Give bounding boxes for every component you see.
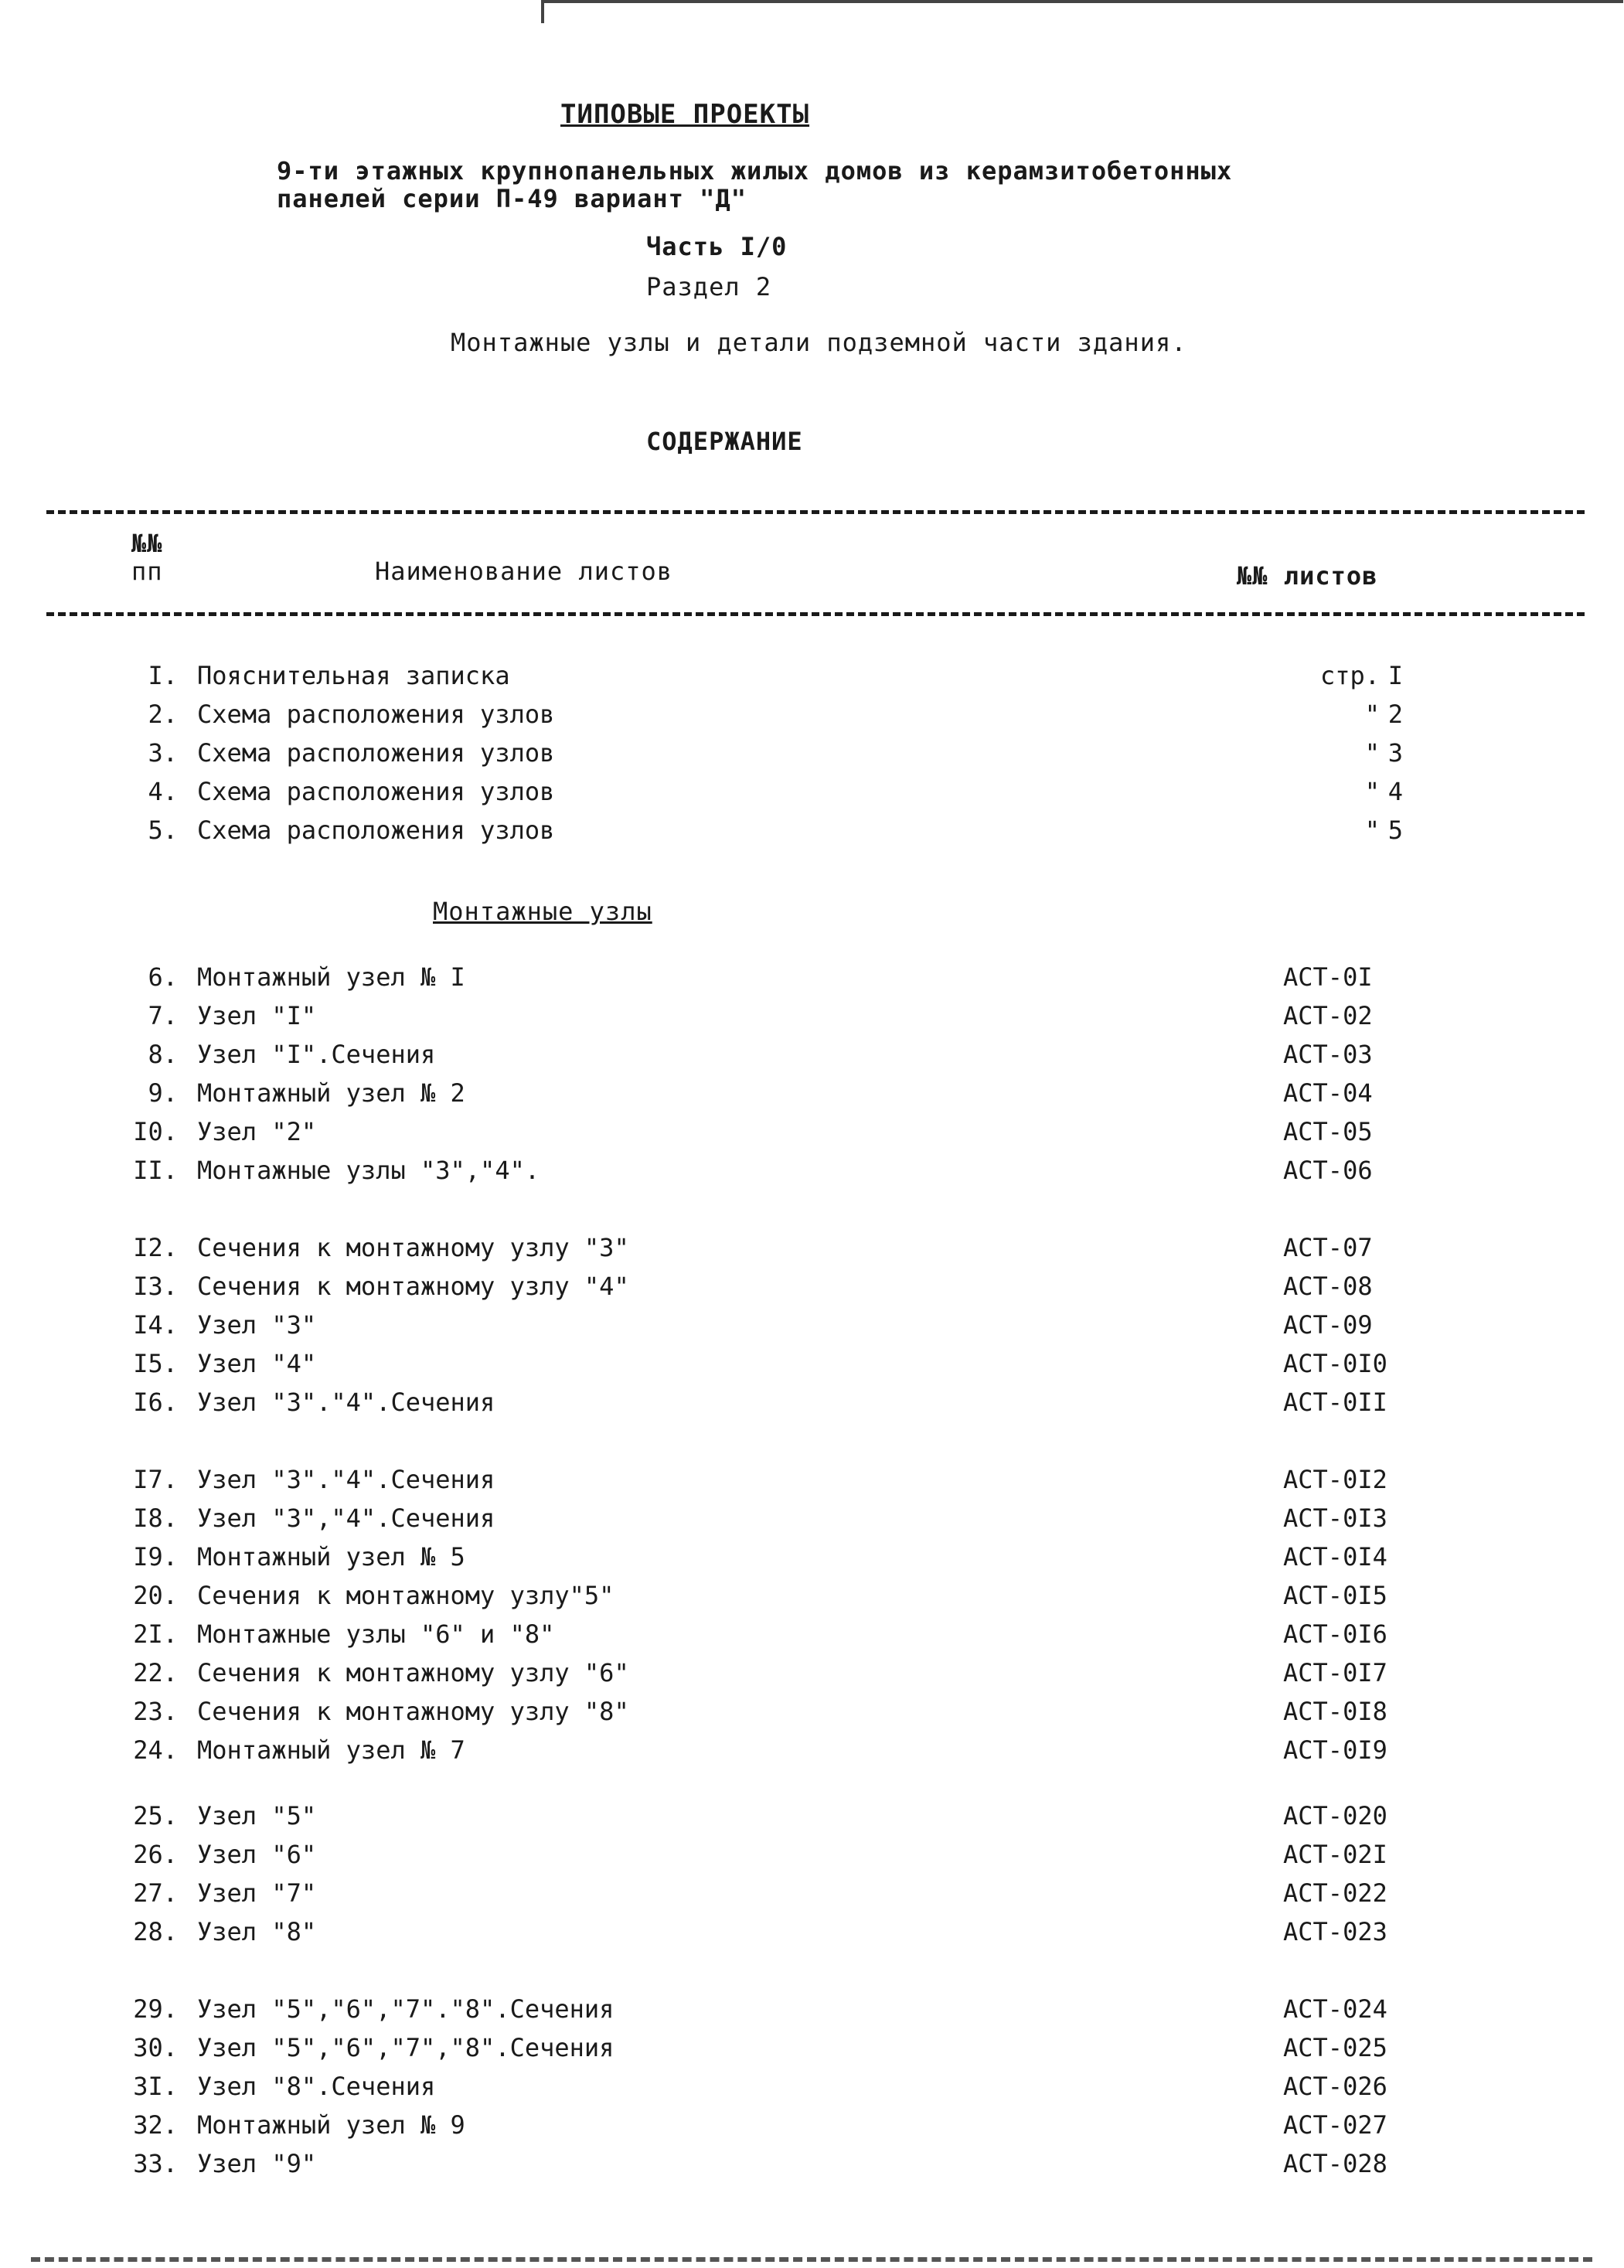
item-sheet-code: АСТ-0I9 — [1283, 1735, 1387, 1765]
column-name-header: Наименование листов — [375, 557, 673, 586]
item-number: I5. — [133, 1349, 178, 1378]
list-item — [0, 1272, 1624, 1310]
item-name: Узел "9" — [197, 2149, 317, 2178]
contents-heading: СОДЕРЖАНИЕ — [646, 427, 803, 456]
item-number: I4. — [133, 1310, 178, 1340]
item-name: Схема расположения узлов — [197, 816, 555, 845]
list-item — [0, 1542, 1624, 1581]
item-number: 7. — [148, 1001, 178, 1030]
item-number: I2. — [133, 1233, 178, 1262]
item-number: 26. — [133, 1840, 178, 1869]
item-number: I9. — [133, 1542, 178, 1572]
list-item — [0, 2072, 1624, 2110]
item-name: Монтажные узлы "3","4". — [197, 1156, 540, 1185]
item-number: 20. — [133, 1581, 178, 1610]
list-item — [0, 1619, 1624, 1658]
list-item — [0, 738, 1624, 777]
item-name: Схема расположения узлов — [197, 738, 555, 768]
item-sheet-code: АСТ-028 — [1283, 2149, 1387, 2178]
item-sheet-code: АСТ-025 — [1283, 2033, 1387, 2062]
item-name: Монтажный узел № 9 — [197, 2110, 465, 2140]
list-item — [0, 962, 1624, 1001]
item-number: I. — [148, 661, 178, 690]
list-item — [0, 1697, 1624, 1735]
item-number: 2I. — [133, 1619, 178, 1649]
item-name: Узел "I".Сечения — [197, 1040, 436, 1069]
item-number: 28. — [133, 1917, 178, 1946]
item-number: 6. — [148, 962, 178, 992]
page-number: 5 — [1387, 816, 1403, 845]
list-item — [0, 816, 1624, 854]
item-number: 33. — [133, 2149, 178, 2178]
item-name: Узел "3" — [197, 1310, 317, 1340]
item-number: I3. — [133, 1272, 178, 1301]
item-sheet-code: АСТ-020 — [1283, 1801, 1387, 1830]
item-sheet-code: АСТ-06 — [1283, 1156, 1373, 1185]
page-number: 3 — [1387, 738, 1403, 768]
page-number: 2 — [1387, 700, 1403, 729]
section-description: Монтажные узлы и детали подземной части здания. — [451, 328, 1187, 357]
list-item — [0, 1581, 1624, 1619]
item-sheet-code: АСТ-02 — [1283, 1001, 1373, 1030]
list-item — [0, 661, 1624, 700]
item-name: Узел "5" — [197, 1801, 317, 1830]
list-item — [0, 700, 1624, 738]
item-number: 22. — [133, 1658, 178, 1687]
column-number-header-line1: №№ — [131, 529, 163, 558]
list-item — [0, 1503, 1624, 1542]
item-sheet-code: АСТ-0I6 — [1283, 1619, 1387, 1649]
item-number: 4. — [148, 777, 178, 806]
list-item — [0, 1001, 1624, 1040]
item-sheet-code: АСТ-02I — [1283, 1840, 1387, 1869]
section-label: Раздел 2 — [646, 272, 772, 301]
item-name: Узел "6" — [197, 1840, 317, 1869]
item-number: 2. — [148, 700, 178, 729]
page-prefix: " — [1364, 738, 1380, 768]
item-number: II. — [133, 1156, 178, 1185]
item-sheet-code: АСТ-0I8 — [1283, 1697, 1387, 1726]
page-prefix: стр. — [1319, 661, 1380, 690]
item-name: Узел "I" — [197, 1001, 317, 1030]
item-number: 32. — [133, 2110, 178, 2140]
list-item — [0, 1840, 1624, 1878]
item-name: Узел "3"."4".Сечения — [197, 1388, 495, 1417]
item-name: Сечения к монтажному узлу "4" — [197, 1272, 629, 1301]
item-name: Сечения к монтажному узлу "6" — [197, 1658, 629, 1687]
list-item — [0, 2149, 1624, 2188]
item-sheet-code: АСТ-0I4 — [1283, 1542, 1387, 1572]
dashed-divider-top — [46, 510, 1585, 514]
list-item — [0, 2110, 1624, 2149]
list-item — [0, 1040, 1624, 1078]
item-number: 30. — [133, 2033, 178, 2062]
item-name: Узел "2" — [197, 1117, 317, 1146]
scan-edge-tick — [541, 0, 544, 23]
item-name: Монтажный узел № I — [197, 962, 465, 992]
list-item — [0, 1878, 1624, 1917]
item-name: Узел "5","6","7","8".Сечения — [197, 2033, 615, 2062]
item-sheet-code: АСТ-026 — [1283, 2072, 1387, 2101]
list-item — [0, 1917, 1624, 1956]
document-title: ТИПОВЫЕ ПРОЕКТЫ — [560, 99, 810, 130]
item-sheet-code: АСТ-022 — [1283, 1878, 1387, 1908]
item-sheet-code: АСТ-024 — [1283, 1994, 1387, 2024]
item-name: Монтажный узел № 2 — [197, 1078, 465, 1108]
item-name: Монтажные узлы "6" и "8" — [197, 1619, 555, 1649]
item-number: I8. — [133, 1503, 178, 1533]
list-item — [0, 1117, 1624, 1156]
page-number: I — [1387, 661, 1403, 690]
item-name: Сечения к монтажному узлу"5" — [197, 1581, 615, 1610]
item-name: Узел "3","4".Сечения — [197, 1503, 495, 1533]
list-item — [0, 1801, 1624, 1840]
subtitle-line-1: 9-ти этажных крупнопанельных жилых домов из керамзитобетонных — [277, 156, 1233, 186]
item-name: Узел "5","6","7"."8".Сечения — [197, 1994, 615, 2024]
item-number: 24. — [133, 1735, 178, 1765]
list-item — [0, 777, 1624, 816]
item-name: Узел "4" — [197, 1349, 317, 1378]
page-prefix: " — [1364, 700, 1380, 729]
list-item — [0, 1735, 1624, 1774]
item-name: Узел "3"."4".Сечения — [197, 1465, 495, 1494]
item-sheet-code: АСТ-0I0 — [1283, 1349, 1387, 1378]
item-sheet-code: АСТ-027 — [1283, 2110, 1387, 2140]
column-sheets-header: №№ листов — [1237, 561, 1378, 591]
list-item — [0, 1233, 1624, 1272]
item-sheet-code: АСТ-08 — [1283, 1272, 1373, 1301]
item-sheet-code: АСТ-09 — [1283, 1310, 1373, 1340]
item-sheet-code: АСТ-0I5 — [1283, 1581, 1387, 1610]
list-item — [0, 1994, 1624, 2033]
item-sheet-code: АСТ-05 — [1283, 1117, 1373, 1146]
item-number: 27. — [133, 1878, 178, 1908]
item-sheet-code: АСТ-0I7 — [1283, 1658, 1387, 1687]
item-number: 3. — [148, 738, 178, 768]
item-name: Схема расположения узлов — [197, 700, 555, 729]
list-item — [0, 1465, 1624, 1503]
item-number: 3I. — [133, 2072, 178, 2101]
item-sheet-code: АСТ-0I — [1283, 962, 1373, 992]
item-number: I7. — [133, 1465, 178, 1494]
item-sheet-code: АСТ-0I2 — [1283, 1465, 1387, 1494]
list-item — [0, 2033, 1624, 2072]
part-label: Часть I/0 — [646, 232, 788, 261]
item-number: I0. — [133, 1117, 178, 1146]
item-number: 8. — [148, 1040, 178, 1069]
list-item — [0, 1349, 1624, 1388]
scan-edge-line — [541, 0, 1623, 3]
item-name: Узел "8" — [197, 1917, 317, 1946]
item-sheet-code: АСТ-0I3 — [1283, 1503, 1387, 1533]
page-prefix: " — [1364, 777, 1380, 806]
item-number: 5. — [148, 816, 178, 845]
item-name: Монтажный узел № 5 — [197, 1542, 465, 1572]
item-name: Схема расположения узлов — [197, 777, 555, 806]
item-sheet-code: АСТ-03 — [1283, 1040, 1373, 1069]
list-item — [0, 1658, 1624, 1697]
item-name: Сечения к монтажному узлу "8" — [197, 1697, 629, 1726]
item-name: Монтажный узел № 7 — [197, 1735, 465, 1765]
item-number: 23. — [133, 1697, 178, 1726]
item-number: 29. — [133, 1994, 178, 2024]
list-item — [0, 1388, 1624, 1426]
column-number-header-line2: пп — [131, 557, 163, 586]
item-number: 25. — [133, 1801, 178, 1830]
item-number: I6. — [133, 1388, 178, 1417]
dashed-divider-header — [46, 612, 1585, 616]
subheading-mounting-nodes: Монтажные узлы — [433, 897, 652, 926]
list-item — [0, 1078, 1624, 1117]
item-name: Узел "8".Сечения — [197, 2072, 436, 2101]
list-item — [0, 1156, 1624, 1194]
list-item — [0, 1310, 1624, 1349]
item-sheet-code: АСТ-023 — [1283, 1917, 1387, 1946]
subtitle-line-2: панелей серии П-49 вариант "Д" — [277, 184, 747, 213]
item-name: Узел "7" — [197, 1878, 317, 1908]
item-sheet-code: АСТ-0II — [1283, 1388, 1387, 1417]
item-number: 9. — [148, 1078, 178, 1108]
item-name: Пояснительная записка — [197, 661, 510, 690]
scan-bottom-edge — [31, 2257, 1592, 2262]
item-sheet-code: АСТ-07 — [1283, 1233, 1373, 1262]
item-name: Сечения к монтажному узлу "3" — [197, 1233, 629, 1262]
page-number: 4 — [1387, 777, 1403, 806]
item-sheet-code: АСТ-04 — [1283, 1078, 1373, 1108]
page-prefix: " — [1364, 816, 1380, 845]
